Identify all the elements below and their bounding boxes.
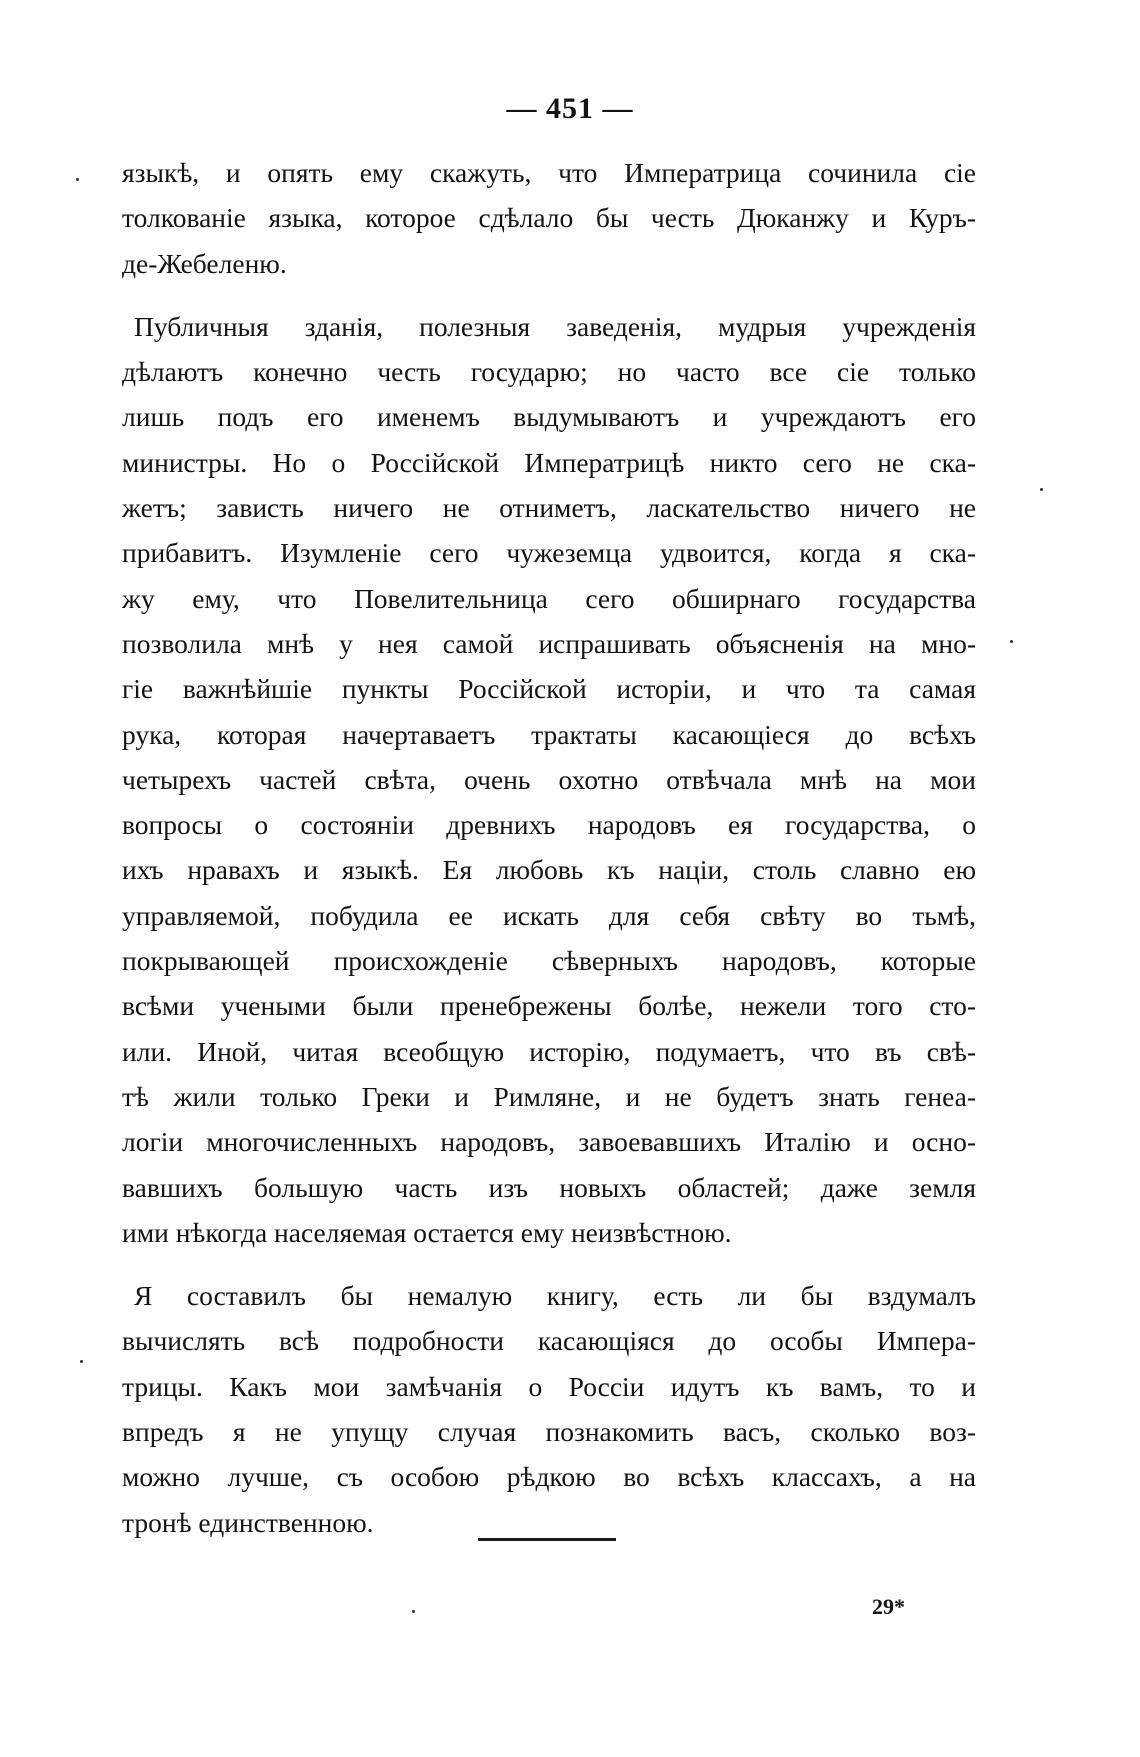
- print-speck: [1010, 640, 1013, 643]
- text-line: дѣлаютъ конечно честь государю; но часто все сіе только: [122, 356, 976, 388]
- text-line: всѣми учеными были пренебрежены болѣе, нежели того сто-: [122, 990, 976, 1022]
- text-line: вавшихъ большую часть изъ новыхъ областей; даже земля: [122, 1171, 976, 1203]
- text-line: Публичныя зданія, полезныя заведенія, мудрыя учрежденія: [134, 310, 976, 342]
- text-line: тронѣ единственною.: [122, 1506, 374, 1538]
- body-text: [122, 150, 976, 1545]
- paragraph: [122, 150, 976, 286]
- text-line: лишь подъ его именемъ выдумываютъ и учреждаютъ его: [122, 401, 976, 433]
- text-line: де-Жебеленю.: [122, 247, 287, 279]
- text-line: тѣ жили только Греки и Римляне, и не будетъ знать генеа-: [122, 1080, 976, 1112]
- text-line: языкѣ, и опять ему скажуть, что Императрица сочинила сіе: [122, 157, 976, 188]
- text-line: ими нѣкогда населяемая остается ему неизвѣстною.: [122, 1216, 732, 1248]
- text-line: жетъ; зависть ничего не отниметъ, ласкательство ничего не: [122, 492, 976, 524]
- text-line: прибавитъ. Изумленіе сего чужеземца удвоится, когда я ска-: [122, 537, 976, 569]
- text-line: покрывающей происхожденіе сѣверныхъ народовъ, которые: [122, 945, 976, 977]
- text-line: толкованіе языка, которое сдѣлало бы честь Дюканжу и Куръ-: [122, 202, 976, 234]
- text-line: рука, которая начертаваетъ трактаты касающіеся до всѣхъ: [122, 718, 976, 750]
- text-line: жу ему, что Повелительница сего обширнаго государства: [122, 582, 976, 614]
- print-speck: [1040, 488, 1043, 491]
- text-line: вычислять всѣ подробности касающіяся до особы Импера-: [122, 1325, 976, 1357]
- end-rule-divider: [478, 1538, 616, 1541]
- text-line: гіе важнѣйшіе пункты Россійской исторіи, и что та самая: [122, 673, 976, 705]
- text-line: министры. Но о Россійской Императрицѣ никто сего не ска-: [122, 446, 976, 478]
- text-line: логіи многочисленныхъ народовъ, завоевавшихъ Италію и осно-: [122, 1126, 976, 1158]
- text-line: впредъ я не упущу случая познакомить васъ, сколько воз-: [122, 1416, 976, 1448]
- text-line: трицы. Какъ мои замѣчанія о Россіи идутъ къ вамъ, то и: [122, 1370, 976, 1402]
- text-line: или. Иной, читая всеобщую исторію, подумаетъ, что въ свѣ-: [122, 1035, 976, 1067]
- text-line: четырехъ частей свѣта, очень охотно отвѣчала мнѣ на мои: [122, 763, 976, 795]
- paragraph: [122, 1273, 976, 1545]
- text-line: позволила мнѣ у нея самой испрашивать объясненія на мно-: [122, 627, 976, 659]
- page-number: — 451 —: [506, 92, 634, 125]
- text-line: вопросы о состояніи древнихъ народовъ ея государства, о: [122, 809, 976, 841]
- text-line: можно лучше, съ особою рѣдкою во всѣхъ классахъ, а на: [122, 1461, 976, 1493]
- print-speck: [80, 1360, 83, 1363]
- print-speck: [76, 178, 79, 181]
- print-speck: [412, 1610, 415, 1613]
- signature-mark: 29*: [872, 1594, 905, 1619]
- text-line: ихъ нравахъ и языкѣ. Ея любовь къ націи, столь славно ею: [122, 854, 976, 886]
- text-line: Я составилъ бы немалую книгу, есть ли бы вздумалъ: [134, 1280, 976, 1312]
- text-line: управляемой, побудила ее искать для себя свѣту во тьмѣ,: [122, 899, 976, 931]
- paragraph: [122, 304, 976, 1255]
